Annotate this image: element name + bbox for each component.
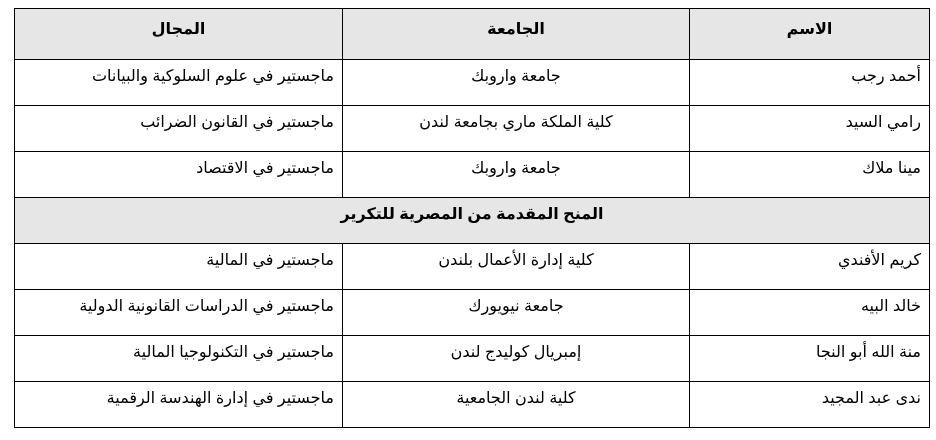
cell-university: كلية إدارة الأعمال بلندن (343, 244, 690, 290)
cell-field: ماجستير في التكنولوجيا المالية (15, 336, 343, 382)
cell-university: إمبريال كوليدج لندن (343, 336, 690, 382)
cell-field: ماجستير في علوم السلوكية والبيانات (15, 60, 343, 106)
table-row (15, 152, 930, 198)
cell-name: منة الله أبو النجا (690, 336, 930, 382)
header-row (15, 9, 930, 60)
cell-name: رامي السيد (690, 106, 930, 152)
cell-university: جامعة واروبك (343, 60, 690, 106)
cell-name: أحمد رجب (690, 60, 930, 106)
section-header-row (15, 198, 930, 244)
cell-university: جامعة نيويورك (343, 290, 690, 336)
cell-name: ندى عبد المجيد (690, 382, 930, 428)
table-row (15, 290, 930, 336)
table-row (15, 244, 930, 290)
scholarship-table (14, 8, 930, 428)
cell-field: ماجستير في المالية (15, 244, 343, 290)
header-university: الجامعة (343, 9, 690, 60)
header-name: الاسم (690, 9, 930, 60)
table-row (15, 336, 930, 382)
cell-name: مينا ملاك (690, 152, 930, 198)
cell-university: جامعة واروبك (343, 152, 690, 198)
cell-field: ماجستير في إدارة الهندسة الرقمية (15, 382, 343, 428)
cell-university: كلية لندن الجامعية (343, 382, 690, 428)
cell-field: ماجستير في الدراسات القانونية الدولية (15, 290, 343, 336)
cell-name: كريم الأفندي (690, 244, 930, 290)
cell-field: ماجستير في الاقتصاد (15, 152, 343, 198)
section-title: المنح المقدمة من المصرية للتكرير (15, 198, 930, 244)
cell-university: كلية الملكة ماري بجامعة لندن (343, 106, 690, 152)
cell-field: ماجستير في القانون الضرائب (15, 106, 343, 152)
table-row (15, 382, 930, 428)
cell-name: خالد البيه (690, 290, 930, 336)
header-field: المجال (15, 9, 343, 60)
table-row (15, 106, 930, 152)
table-row (15, 60, 930, 106)
